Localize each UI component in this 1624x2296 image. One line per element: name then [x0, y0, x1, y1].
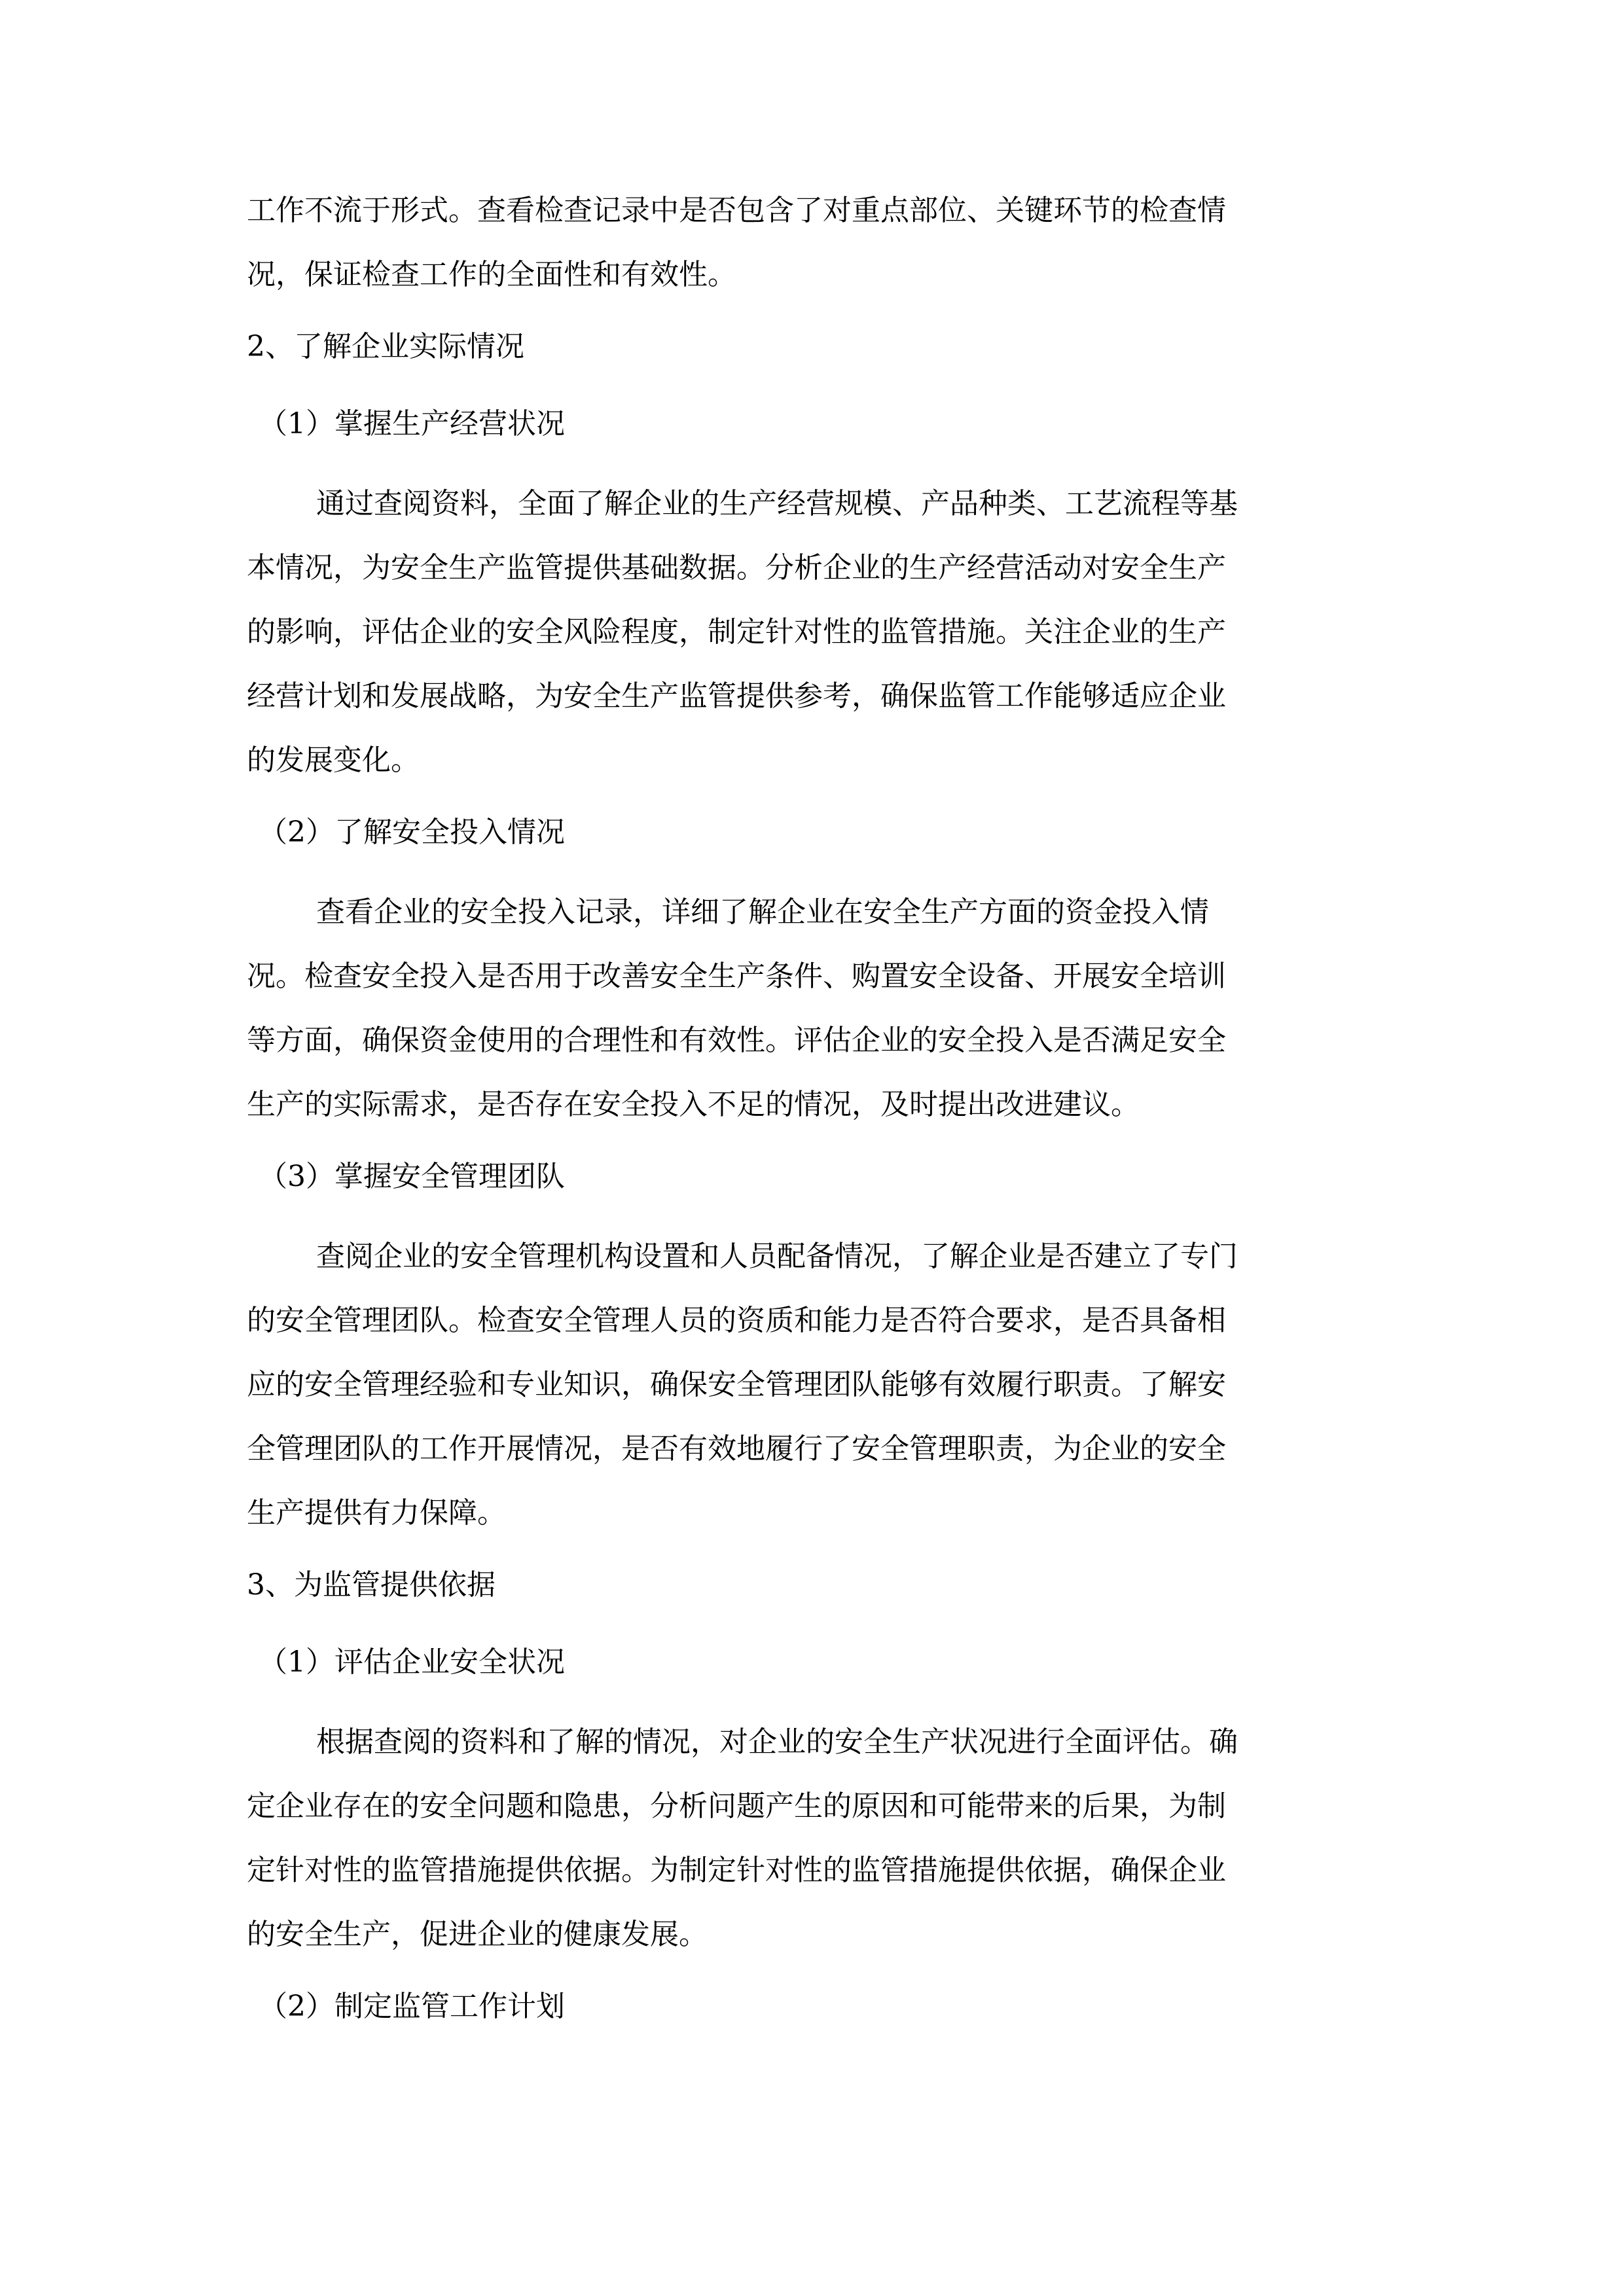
subsection-heading: （3）掌握安全管理团队 [259, 1160, 565, 1193]
paragraph-line: 通过查阅资料，全面了解企业的生产经营规模、产品种类、工艺流程等基 [316, 487, 1238, 520]
subsection-heading: （2）了解安全投入情况 [259, 816, 565, 849]
paragraph-line: 况。检查安全投入是否用于改善安全生产条件、购置安全设备、开展安全培训 [247, 960, 1226, 993]
paragraph-line: 查看企业的安全投入记录，详细了解企业在安全生产方面的资金投入情 [316, 895, 1209, 929]
paragraph-continuation [247, 194, 1374, 292]
paragraph-line: 经营计划和发展战略，为安全生产监管提供参考，确保监管工作能够适应企业 [247, 679, 1226, 713]
paragraph-line: 全管理团队的工作开展情况，是否有效地履行了安全管理职责，为企业的安全 [247, 1432, 1226, 1465]
paragraph-line: 的影响，评估企业的安全风险程度，制定针对性的监管措施。关注企业的生产 [247, 615, 1226, 649]
paragraph [247, 1240, 1374, 1530]
paragraph-line: 等方面，确保资金使用的合理性和有效性。评估企业的安全投入是否满足安全 [247, 1024, 1226, 1057]
paragraph-line: 应的安全管理经验和专业知识，确保安全管理团队能够有效履行职责。了解安 [247, 1368, 1226, 1401]
subsection-heading: （1）评估企业安全状况 [259, 1645, 565, 1679]
paragraph-line: 的安全管理团队。检查安全管理人员的资质和能力是否符合要求，是否具备相 [247, 1304, 1226, 1337]
paragraph-line: 工作不流于形式。查看检查记录中是否包含了对重点部位、关键环节的检查情 [247, 194, 1226, 227]
paragraph-line: 的安全生产，促进企业的健康发展。 [247, 1918, 708, 1951]
paragraph-line: 况，保证检查工作的全面性和有效性。 [247, 258, 736, 291]
paragraph [247, 895, 1374, 1122]
subsection-heading: （1）掌握生产经营状况 [259, 407, 565, 440]
section-heading: 2、了解企业实际情况 [247, 330, 524, 363]
paragraph [247, 487, 1374, 778]
subsection-heading: （2）制定监管工作计划 [259, 1990, 565, 2023]
paragraph-line: 定企业存在的安全问题和隐患，分析问题产生的原因和可能带来的后果，为制 [247, 1789, 1226, 1823]
section-heading: 3、为监管提供依据 [247, 1568, 496, 1602]
paragraph-line: 的发展变化。 [247, 744, 420, 777]
paragraph-line: 根据查阅的资料和了解的情况，对企业的安全生产状况进行全面评估。确 [316, 1725, 1238, 1759]
paragraph-line: 本情况，为安全生产监管提供基础数据。分析企业的生产经营活动对安全生产 [247, 551, 1226, 584]
paragraph [247, 1725, 1374, 1952]
paragraph-line: 生产的实际需求，是否存在安全投入不足的情况，及时提出改进建议。 [247, 1088, 1140, 1121]
paragraph-line: 定针对性的监管措施提供依据。为制定针对性的监管措施提供依据，确保企业 [247, 1854, 1226, 1887]
document-body [247, 194, 1374, 2024]
paragraph-line: 生产提供有力保障。 [247, 1496, 506, 1530]
paragraph-line: 查阅企业的安全管理机构设置和人员配备情况，了解企业是否建立了专门 [316, 1240, 1238, 1273]
